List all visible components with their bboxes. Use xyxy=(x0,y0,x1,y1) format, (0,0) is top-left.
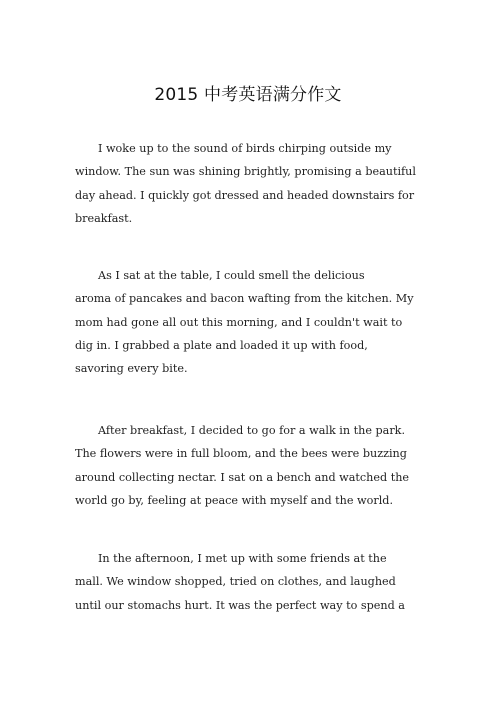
paragraph-line: breakfast. xyxy=(75,211,133,225)
paragraph-4 xyxy=(75,547,435,617)
paragraph-line: mall. We window shopped, tried on clothes, and laughed xyxy=(75,575,396,589)
paragraph-line: savoring every bite. xyxy=(75,362,188,376)
paragraph-line: aroma of pancakes and bacon wafting from the kitchen. My xyxy=(75,292,414,306)
paragraph-line: until our stomachs hurt. It was the perfect way to spend a xyxy=(75,598,405,612)
paragraph-line: day ahead. I quickly got dressed and headed downstairs for xyxy=(75,188,415,202)
paragraph-line: As I sat at the table, I could smell the delicious xyxy=(98,269,365,282)
paragraph-line: After breakfast, I decided to go for a walk in the park. xyxy=(98,424,406,437)
paragraph-line: In the afternoon, I met up with some friends at the xyxy=(98,552,387,565)
paragraph-line: around collecting nectar. I sat on a bench and watched the xyxy=(75,470,410,484)
paragraph-line: dig in. I grabbed a plate and loaded it up with food, xyxy=(75,338,368,352)
paragraph-line: mom had gone all out this morning, and I couldn't wait to xyxy=(75,315,403,329)
paragraph-line: I woke up to the sound of birds chirping outside my xyxy=(98,142,392,155)
paragraph-1 xyxy=(75,137,435,230)
paragraph-line: world go by, feeling at peace with myself and the world. xyxy=(75,493,393,507)
paragraph-line: window. The sun was shining brightly, promising a beautiful xyxy=(75,165,416,179)
paragraph-line: The flowers were in full bloom, and the bees were buzzing xyxy=(75,447,407,461)
document-title: 2015 中考英语满分作文 xyxy=(154,85,342,105)
paragraph-2 xyxy=(75,264,435,380)
paragraph-3 xyxy=(75,419,435,512)
